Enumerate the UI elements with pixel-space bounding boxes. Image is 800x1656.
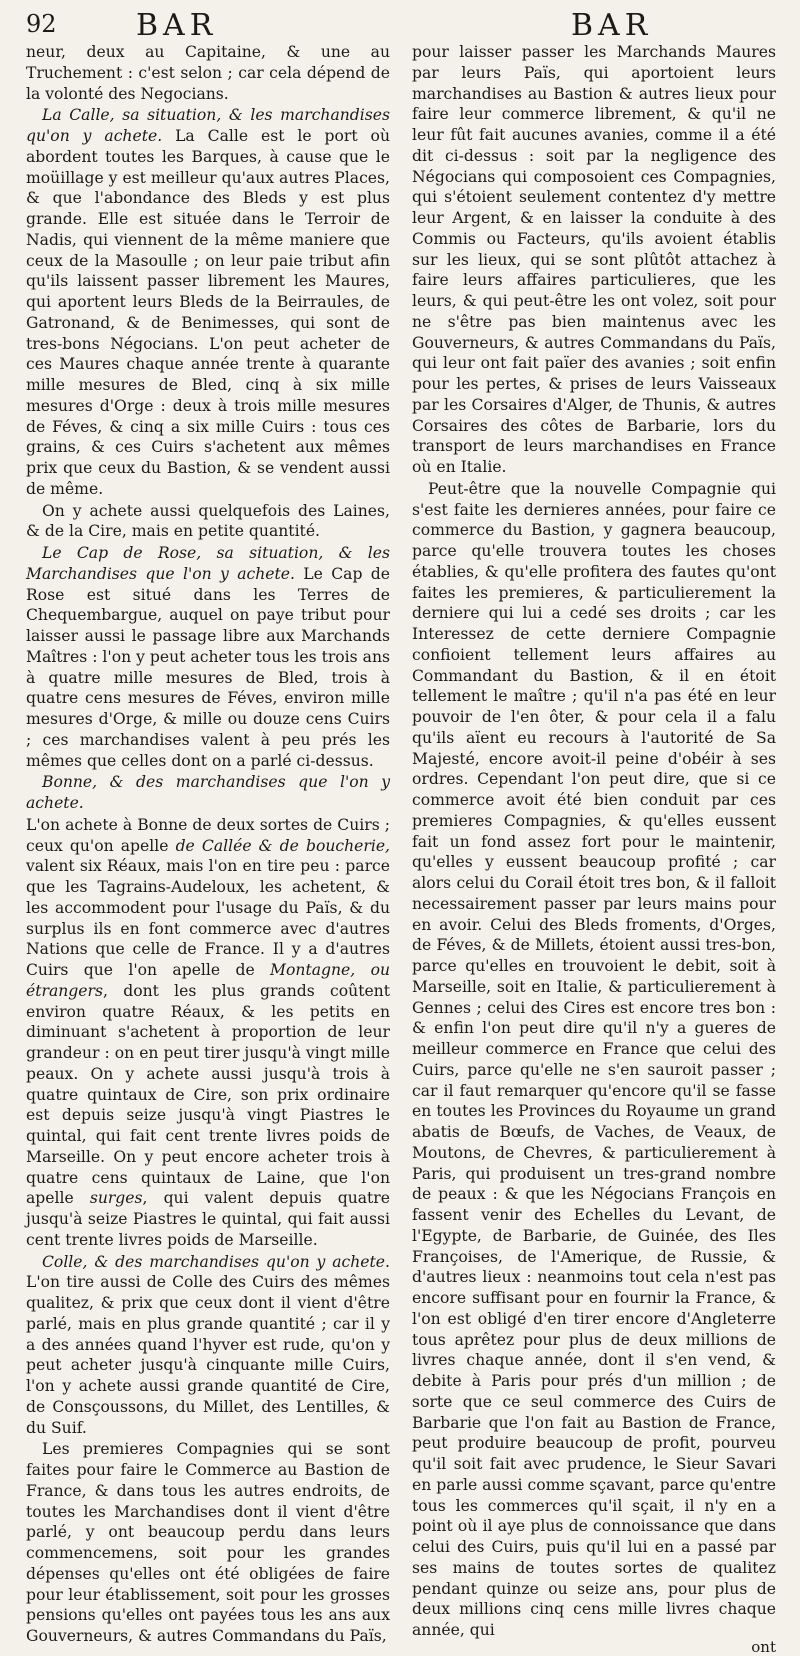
catchword: ont bbox=[751, 1637, 776, 1656]
paragraph-text: L'on achete à Bonne de deux sortes de Cuirs ; ceux qu'on apelle bbox=[26, 815, 390, 855]
section-heading: La Calle, sa situation, & les marchandises qu'on y achete. bbox=[26, 106, 390, 145]
paragraph-text: , dont les plus grands coûtent environ quatre Réaux, & les petits en diminuant s'achetent à proportion de leur grandeur : on en peut tirer jusqu'à vingt mille peaux. On y achete aussi jusqu'à trois à quatre quintaux de Cire, son prix ordinaire est depuis seize jusqu'à vingt Piastres le quintal, qui fait cent trente livres poids de Marseille. On y peut encore acheter trois à quatre cens quintaux de Laine, que l'on apelle bbox=[26, 981, 390, 1208]
running-head-right: BAR bbox=[571, 8, 653, 43]
paragraph bbox=[26, 1252, 390, 1439]
section-heading: Colle, & des marchandises qu'on y achete. bbox=[42, 1252, 390, 1271]
text-columns bbox=[26, 42, 776, 1655]
paragraph-text: , qui valent depuis quatre jusqu'à seize Piastres le quintal, qui fait aussi cent trente livres poids de Marseille. bbox=[26, 1189, 390, 1249]
paragraph bbox=[26, 815, 390, 1251]
paragraph-text: Le Cap de Rose est situé dans les Terres de Chequembargue, auquel on paye tribut pour laisser aussi le passage libre aux Marchands Maîtres : l'on y peut acheter tous les trois ans à quatre mille mesures de Bled, trois à quatre cens mesures de Féves, environ mille mesures d'Orge, & mille ou douze cens Cuirs ; ces marchandises valent à peu prés les mêmes que celles dont on a parlé ci-dessus. bbox=[26, 564, 390, 770]
paragraph bbox=[26, 105, 390, 499]
paragraph: On y achete aussi quelquefois des Laines, & de la Cire, mais en petite quantité. bbox=[26, 501, 390, 541]
page-number: 92 bbox=[26, 10, 57, 38]
italic-term: Montagne, ou étrangers bbox=[26, 961, 390, 1000]
section-heading: Le Cap de Rose, sa situation, & les Marchandises que l'on y achete. bbox=[26, 544, 390, 583]
paragraph: Peut-être que la nouvelle Compagnie qui s'est faite les dernieres années, pour faire ce commerce du Bastion, y gagnera beaucoup, parce qu'elle trouvera toutes les choses établies, & qu'elle profitera des fautes qu'ont faites les premieres, & particulierement la derniere qui lui a cedé ses droits ; car les Interessez de cette derniere Compagnie confioient tellement leurs affaires au Commandant du Bastion, & il en étoit tellement le maître ; qu'il n'a pas été en leur pouvoir de l'en ôter, & pour cela il a falu qu'ils aïent eu recours à l'autorité de Sa Majesté, encore avoit-il peine d'obéir à ses ordres. Cependant l'on peut dire, que si ce commerce avoit été bien conduit par ces premieres Compagnies, & qu'elles eussent fait un fond assez fort pour le maintenir, qu'elles y eussent beaucoup profité ; car alors celui du Corail étoit tres bon, & il falloit necessairement passer par leurs mains pour en avoir. Celui des Bleds froments, d'Orges, de Féves, & de Millets, étoient aussi tres-bon, parce qu'elles en trouvoient le debit, soit à Marseille, soit en Italie, & particulierement à Gennes ; celui des Cires est encore tres bon : & enfin l'on peut dire qu'il n'y a gueres de meilleur commerce en France que celui des Cuirs, parce qu'elle ne s'en sauroit passer ; car il faut remarquer qu'encore qu'il se fasse en toutes les Provinces du Royaume un grand abatis de Bœufs, de Vaches, de Veaux, de Moutons, de Chevres, & particulierement à Paris, qui produisent un tres-grand nombre de peaux : & que les Négocians François en fassent venir des Echelles du Levant, de l'Egypte, de Barbarie, de Guinée, des Iles Françoises, de l'Amerique, de Russie, & d'autres lieux : neanmoins tout cela n'est pas encore suffisant pour en fournir la France, & l'on est obligé d'en tirer encore d'Angleterre tous aprêtez pour plus de deux millions de livres chaque année, dont il s'en vend, & debite à Paris pour prés d'un million ; de sorte que ce seul commerce des Cuirs de Barbarie que l'on fait au Bastion de France, peut produire beaucoup de profit, pourveu qu'il soit fait avec prudence, le Sieur Savari en parle aussi comme sçavant, parce qu'entre tous les commerces qu'il sçait, il n'y en a point où il aye plus de connoissance que dans celui des Cuirs, puis qu'il lui en a passé par ses mains de toutes sortes de qualitez pendant quinze ou seize ans, pour plus de deux millions cinq cens mille livres chaque année, qui bbox=[412, 479, 776, 1639]
paragraph bbox=[26, 772, 390, 814]
page-header bbox=[26, 8, 776, 42]
right-column bbox=[412, 42, 776, 1655]
running-head-left: BAR bbox=[136, 8, 218, 43]
paragraph-text: L'on tire aussi de Colle des Cuirs des mêmes qualitez, & prix que ceux dont il vient d'être parlé, mais en plus grande quantité ; car il y a des années quand l'hyver est rude, qu'on y peut acheter jusqu'à cinquante mille Cuirs, l'on y achete aussi grande quantité de Cire, de Consçoussons, du Millet, des Lentilles, & du Suif. bbox=[26, 1273, 390, 1437]
paragraph: Les premieres Compagnies qui se sont faites pour faire le Commerce au Bastion de France, & dans tous les autres endroits, de toutes les Marchandises dont il vient d'être parlé, y ont beaucoup perdu dans leurs commencemens, soit pour les grandes dépenses qu'elles ont été obligées de faire pour leur établissement, soit pour les grosses pensions qu'elles ont payées tous les ans aux Gouverneurs, & autres Commandans du Païs, bbox=[26, 1440, 390, 1645]
italic-term: de Callée & de boucherie, bbox=[175, 836, 391, 855]
italic-term: surges bbox=[89, 1189, 143, 1208]
paragraph-text: La Calle est le port où abordent toutes les Barques, à cause que le moüillage y est meilleur qu'aux autres Places, & que l'abondance des Bleds y est plus grande. Elle est située dans le Terroir de Nadis, qui viennent de la même maniere que ceux de la Masoulle ; on leur paie tribut afin qu'ils laissent passer librement les Maures, qui aportent leurs Bleds de la Beirraules, de Gatronand, & de Benimesses, qui sont de tres-bons Négocians. L'on peut acheter de ces Maures chaque année trente à quarante mille mesures de Bled, cinq à six mille mesures d'Orge : deux à trois mille mesures de Féves, & cinq a six mille Cuirs : tous ces grains, & ces Cuirs s'achetent aux mêmes prix que ceux du Bastion, & se vendent aussi de même. bbox=[26, 127, 390, 498]
left-column bbox=[26, 42, 390, 1655]
paragraph-text: valent six Réaux, mais l'on en tire peu : parce que les Tagrains-Audeloux, les achetent, & les accommodent pour l'usage du Païs, & du surplus ils en font commerce avec d'autres Nations que celle de France. Il y a d'autres Cuirs que l'on apelle de bbox=[26, 857, 390, 979]
paragraph bbox=[26, 543, 390, 771]
section-heading: Bonne, & des marchandises que l'on y achete. bbox=[26, 773, 390, 812]
paragraph: neur, deux au Capitaine, & une au Truchement : c'est selon ; car cela dépend de la volonté des Negocians. bbox=[26, 43, 390, 103]
paragraph: pour laisser passer les Marchands Maures par leurs Païs, qui aportoient leurs marchandises au Bastion & autres lieux pour faire leur commerce librement, & qu'il ne leur fût fait aucunes avanies, comme il a été dit ci-dessus : soit par la negligence des Négocians qui composoient ces Compagnies, qui s'étoient seulement contentez d'y mettre leur Argent, & en laisser la conduite à des Commis ou Facteurs, qu'ils avoient établis sur les lieux, qui se sont plûtôt attachez à faire leurs affaires particulieres, que les leurs, & qui peut-être les ont volez, soit pour ne s'être pas bien maintenus avec les Gouverneurs, & autres Commandans du Païs, qui leur ont fait païer des avanies ; soit enfin pour les pertes, & prises de leurs Vaisseaux par les Corsaires d'Alger, de Thunis, & autres Corsaires des côtes de Barbarie, lors du transport de leurs marchandises en France où en Italie. bbox=[412, 43, 776, 476]
